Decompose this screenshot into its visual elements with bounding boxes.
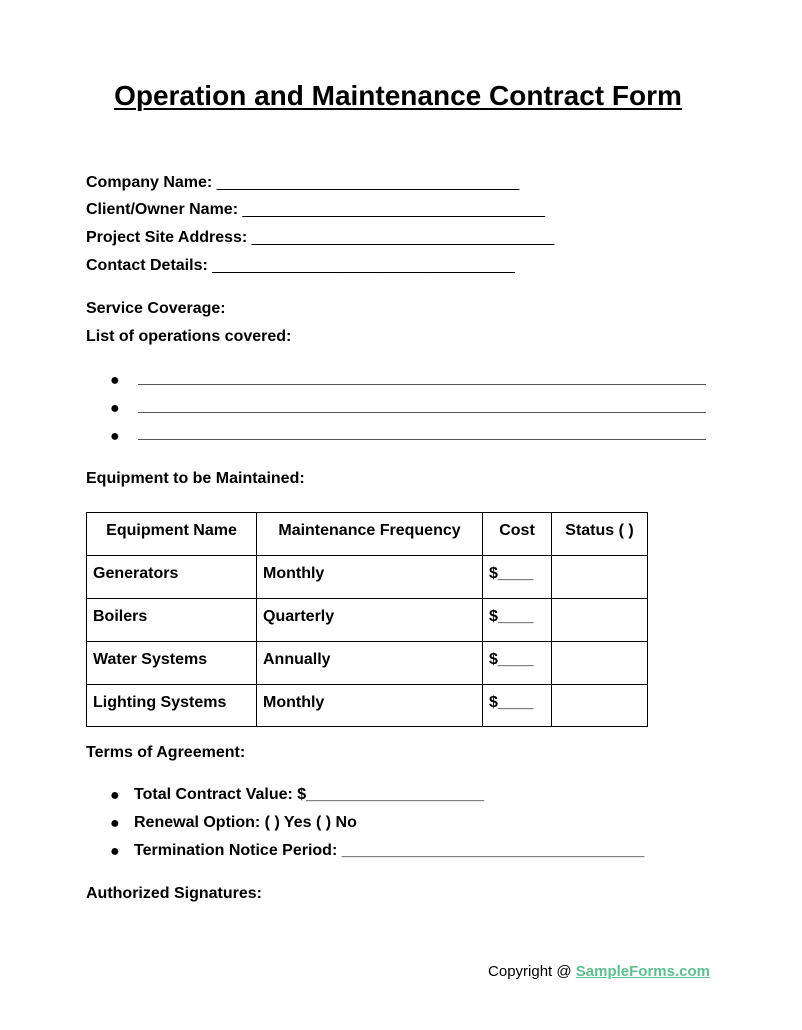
project-site-address-blank[interactable]: __________________________________ — [251, 229, 555, 246]
table-row — [87, 556, 648, 599]
copyright-text: Copyright @ — [488, 963, 576, 980]
frequency-cell: Annually — [257, 642, 483, 685]
cost-cell[interactable]: $____ — [483, 599, 552, 642]
table-row — [87, 642, 648, 685]
cost-cell[interactable]: $____ — [483, 685, 552, 727]
bullet-icon: ● — [110, 787, 120, 804]
cost-cell[interactable]: $____ — [483, 642, 552, 685]
termination-notice-item[interactable]: Termination Notice Period: __________________________________ — [134, 842, 645, 859]
bullet-icon: ● — [110, 372, 120, 389]
equipment-heading: Equipment to be Maintained: — [86, 470, 305, 487]
column-header-maintenance-frequency: Maintenance Frequency — [257, 513, 483, 556]
equipment-table — [86, 512, 648, 727]
status-cell[interactable] — [552, 556, 648, 599]
terms-heading: Terms of Agreement: — [86, 744, 246, 761]
client-owner-name-label: Client/Owner Name: — [86, 201, 239, 218]
contact-details-field — [86, 257, 515, 275]
status-cell[interactable] — [552, 685, 648, 727]
page-title: Operation and Maintenance Contract Form — [114, 80, 682, 111]
equipment-name-cell: Boilers — [87, 599, 257, 642]
equipment-name-cell: Generators — [87, 556, 257, 599]
sampleforms-link[interactable]: SampleForms.com — [575, 963, 710, 980]
bullet-icon: ● — [110, 815, 120, 832]
status-cell[interactable] — [552, 642, 648, 685]
contact-details-blank[interactable]: __________________________________ — [212, 257, 515, 274]
column-header-cost: Cost — [483, 513, 552, 556]
table-header-row — [87, 513, 648, 556]
bullet-icon: ● — [110, 843, 120, 860]
client-owner-name-blank[interactable]: __________________________________ — [242, 201, 546, 218]
company-name-field — [86, 174, 519, 192]
table-row — [87, 599, 648, 642]
status-cell[interactable] — [552, 599, 648, 642]
operations-covered-subheading: List of operations covered: — [86, 328, 292, 345]
bullet-icon: ● — [110, 428, 120, 445]
equipment-name-cell: Lighting Systems — [87, 685, 257, 727]
operation-blank-line[interactable] — [138, 384, 706, 385]
company-name-label: Company Name: — [86, 174, 213, 191]
column-header-equipment-name: Equipment Name — [87, 513, 257, 556]
table-row — [87, 685, 648, 727]
column-header-status: Status ( ) — [552, 513, 648, 556]
operation-blank-line[interactable] — [138, 439, 706, 440]
company-name-blank[interactable]: __________________________________ — [216, 174, 520, 191]
total-contract-value-item[interactable]: Total Contract Value: $____________________ — [134, 786, 485, 803]
service-coverage-heading: Service Coverage: — [86, 300, 226, 317]
client-owner-name-field — [86, 201, 545, 219]
copyright-footer — [488, 963, 710, 980]
equipment-name-cell: Water Systems — [87, 642, 257, 685]
frequency-cell: Quarterly — [257, 599, 483, 642]
project-site-address-field — [86, 229, 554, 247]
frequency-cell: Monthly — [257, 556, 483, 599]
frequency-cell: Monthly — [257, 685, 483, 727]
cost-cell[interactable]: $____ — [483, 556, 552, 599]
bullet-icon: ● — [110, 400, 120, 417]
renewal-option-item[interactable]: Renewal Option: ( ) Yes ( ) No — [134, 814, 357, 831]
authorized-signatures-heading: Authorized Signatures: — [86, 885, 263, 902]
project-site-address-label: Project Site Address: — [86, 229, 248, 246]
operation-blank-line[interactable] — [138, 412, 706, 413]
contact-details-label: Contact Details: — [86, 257, 208, 274]
